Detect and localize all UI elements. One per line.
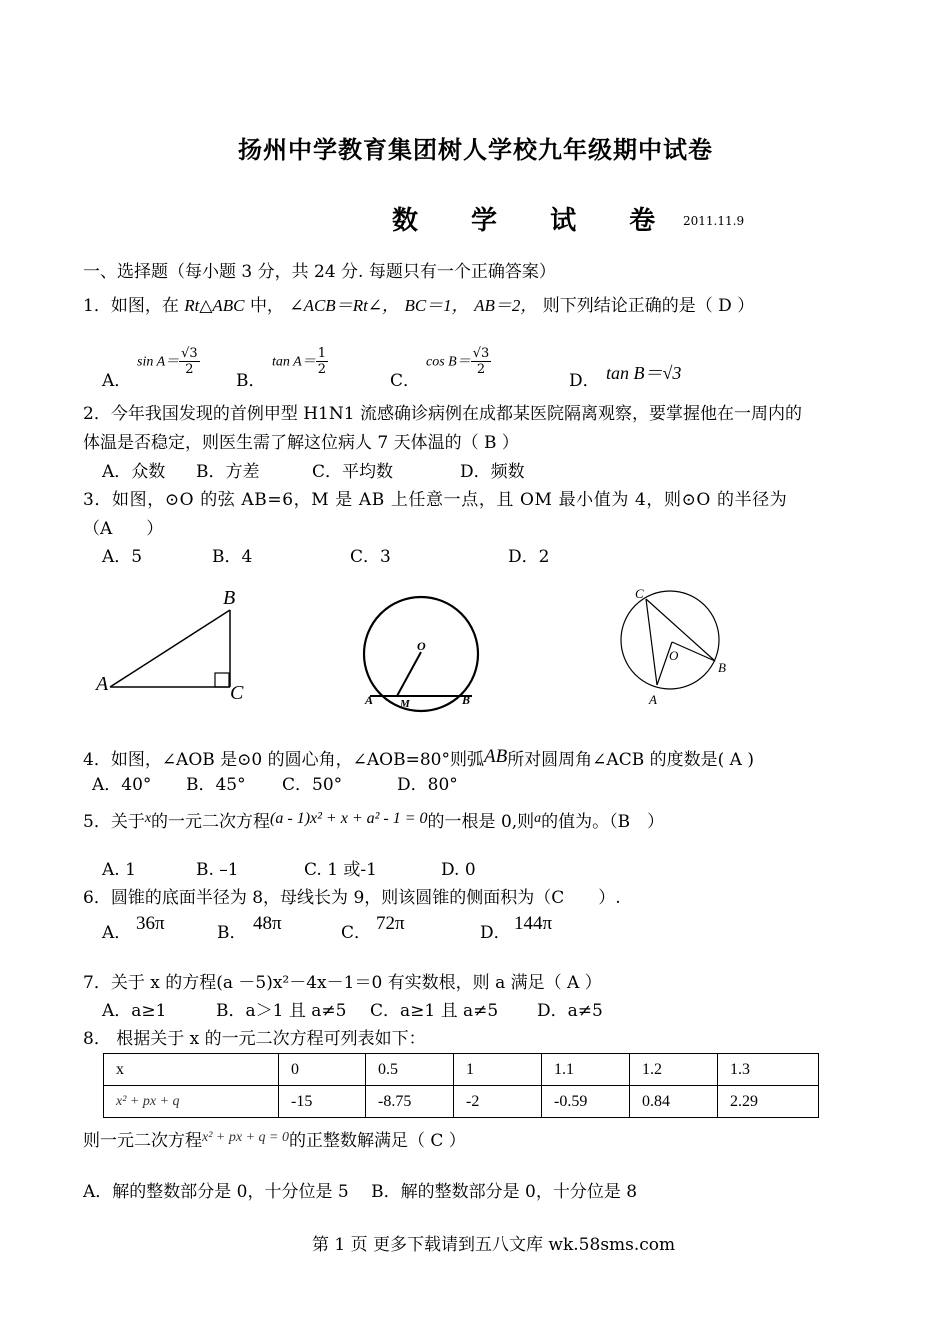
table-cell: -0.59	[542, 1086, 630, 1118]
q1-b-expr: tan A＝	[272, 354, 316, 370]
c1-label-o: O	[417, 639, 426, 653]
q6-option-d-label: D．	[480, 923, 511, 943]
c1-label-b: B	[462, 693, 471, 707]
q7-option-b: B．a＞1 且 a≠5	[216, 1001, 347, 1021]
q6-option-c-label: C．	[341, 923, 372, 943]
q5-stem-a: 5．关于	[83, 812, 145, 832]
page-subtitle: 数 学 试 卷	[392, 206, 678, 236]
q3-option-a: A．5	[102, 547, 143, 567]
table-cell: -2	[454, 1086, 542, 1118]
table-cell: 2.29	[718, 1086, 819, 1118]
c2-label-a: A	[649, 692, 657, 707]
q5-stem-d: 的值为。（B ）	[541, 812, 665, 832]
q1-option-b	[272, 346, 328, 377]
q7-option-a: A．a≥1	[102, 1001, 167, 1021]
q3-option-b: B．4	[212, 547, 253, 567]
q1-option-c-label: C．	[390, 371, 421, 391]
q1-cond1: Rt△ABC	[184, 296, 245, 315]
q7-option-d: D．a≠5	[537, 1001, 603, 1021]
table-cell: 0	[279, 1054, 366, 1086]
circle-o-2	[621, 591, 719, 689]
q1-c-den: 2	[476, 362, 486, 377]
q6-option-b: 48π	[253, 913, 282, 934]
c2-label-b: B	[718, 660, 726, 675]
q5-equation: (a - 1)x² + x + a² - 1 = 0	[270, 810, 428, 827]
question-2-line-1: 2．今年我国发现的首例甲型 H1N1 流感确诊病例在成都某医院隔离观察，要掌握他在一周内的	[83, 404, 802, 424]
q1-option-b-label: B．	[236, 371, 266, 391]
chord-ca	[646, 599, 657, 685]
tri-label-b: B	[223, 587, 236, 609]
q8-after-b: 的正整数解满足（ C ）	[288, 1131, 466, 1151]
circle-chord-figure	[355, 590, 490, 720]
q5-option-d: D. 0	[441, 860, 476, 880]
question-1-stem	[83, 295, 754, 317]
q5-option-a: A. 1	[102, 860, 136, 880]
q6-option-b-label: B．	[217, 923, 247, 943]
segment-om	[397, 652, 421, 696]
question-2-line-2: 体温是否稳定，则医生需了解这位病人 7 天体温的（ B ）	[83, 433, 519, 453]
q4-option-b: B．45°	[186, 775, 246, 795]
q1-option-a	[137, 346, 200, 377]
table-cell: 1	[454, 1054, 542, 1086]
q5-var-a: a	[534, 811, 542, 826]
q4-arc-ab: AB	[483, 746, 508, 767]
question-6-stem: 6．圆锥的底面半径为 8，母线长为 9，则该圆锥的侧面积为（C ）.	[83, 888, 621, 908]
table-cell: x	[104, 1054, 279, 1086]
q4-option-a: A．40°	[92, 775, 152, 795]
table-cell: 1.3	[718, 1054, 819, 1086]
chord-cb	[646, 599, 715, 661]
q1-stem-c: 则下列结论正确的是（ D ）	[542, 296, 755, 316]
question-3-line-1: 3．如图，⊙O 的弦 AB=6，M 是 AB 上任意一点，且 OM 最小值为 4，则⊙O 的半径为	[83, 490, 788, 510]
q5-option-c: C. 1 或-1	[304, 860, 377, 880]
q5-var-x: x	[144, 811, 152, 826]
table-cell: -8.75	[366, 1086, 454, 1118]
q8-equation: x² + px + q = 0	[202, 1130, 289, 1145]
q4-stem-a: 4．如图，∠AOB 是⊙0 的圆心角，∠AOB=80°则弧	[83, 750, 484, 770]
right-triangle-figure	[90, 582, 260, 707]
q8-options-line: A．解的整数部分是 0，十分位是 5 B．解的整数部分是 0，十分位是 8	[83, 1182, 638, 1202]
q1-b-num: 1	[317, 346, 326, 361]
q8-value-table	[103, 1053, 819, 1118]
q2-option-c: C．平均数	[312, 462, 394, 482]
q2-option-b: B．方差	[196, 462, 260, 482]
q2-option-a: A．众数	[102, 462, 166, 482]
q6-option-a-label: A．	[102, 923, 132, 943]
q2-option-d: D．频数	[460, 462, 525, 482]
page-title: 扬州中学教育集团树人学校九年级期中试卷	[238, 135, 713, 164]
q1-stem-a: 1．如图，在	[83, 296, 179, 316]
q4-stem-b: 所对圆周角∠ACB 的度数是( A )	[507, 750, 754, 770]
tri-side-ab	[110, 610, 230, 687]
q4-option-d: D．80°	[397, 775, 458, 795]
q6-option-c: 72π	[376, 913, 405, 934]
c1-label-m: M	[400, 698, 410, 710]
table-cell: 1.2	[630, 1054, 718, 1086]
c2-label-c: C	[635, 586, 644, 601]
table-cell: 0.5	[366, 1054, 454, 1086]
q1-b-den: 2	[317, 362, 326, 377]
q6-option-d: 144π	[514, 913, 553, 934]
q1-a-num: √3	[181, 346, 198, 361]
q5-option-b: B. –1	[196, 860, 239, 880]
q1-c-num: √3	[472, 346, 490, 361]
question-8-stem: 8． 根据关于 x 的一元二次方程可列表如下：	[83, 1029, 426, 1049]
table-cell: x² + px + q	[104, 1086, 279, 1118]
q8-after-a: 则一元二次方程	[83, 1131, 202, 1151]
table-cell: 1.1	[542, 1054, 630, 1086]
table-row	[104, 1086, 819, 1118]
table-row	[104, 1054, 819, 1086]
q6-option-a: 36π	[136, 913, 165, 934]
c1-label-a: A	[365, 693, 374, 707]
inscribed-angle-figure	[612, 580, 742, 710]
q4-option-c: C．50°	[282, 775, 343, 795]
q8-followup	[83, 1130, 466, 1154]
q1-option-c	[426, 346, 491, 377]
q1-stem-b: 中，	[249, 296, 284, 316]
q1-a-expr: sin A＝	[137, 354, 180, 370]
table-cell: 0.84	[630, 1086, 718, 1118]
tri-label-c: C	[230, 682, 244, 704]
question-7-stem: 7．关于 x 的方程(a －5)x²－4x－1＝0 有实数根，则 a 满足（ A ）	[83, 973, 602, 993]
q1-a-den: 2	[185, 362, 194, 377]
page-footer: 第 1 页 更多下载请到五八文库 wk.58sms.com	[312, 1235, 676, 1255]
radius-ob	[672, 642, 715, 661]
question-4-stem	[83, 746, 754, 771]
q1-cond3: BC＝1，	[404, 296, 469, 315]
q3-option-d: D．2	[508, 547, 550, 567]
q5-stem-c: 的一根是 0,则	[427, 812, 535, 832]
q1-option-d: tan B＝√3	[606, 363, 682, 383]
exam-date: 2011.11.9	[683, 214, 745, 228]
q7-option-c: C．a≥1 且 a≠5	[370, 1001, 499, 1021]
q1-option-a-label: A．	[102, 371, 132, 391]
table-cell: -15	[279, 1086, 366, 1118]
question-3-line-2: （A ）	[83, 519, 164, 539]
right-angle-mark	[215, 673, 229, 687]
q5-stem-b: 的一元二次方程	[151, 812, 271, 832]
tri-label-a: A	[96, 673, 109, 695]
q1-cond4: AB＝2，	[474, 296, 538, 315]
c2-label-o: O	[669, 648, 679, 663]
q1-cond2: ∠ACB＝Rt∠，	[289, 296, 400, 315]
question-5-stem	[83, 811, 664, 835]
q1-c-expr: cos B＝	[426, 354, 471, 370]
section-heading: 一、选择题（每小题 3 分，共 24 分. 每题只有一个正确答案）	[83, 262, 556, 282]
q3-option-c: C．3	[350, 547, 391, 567]
q1-option-d-label: D．	[569, 371, 600, 391]
